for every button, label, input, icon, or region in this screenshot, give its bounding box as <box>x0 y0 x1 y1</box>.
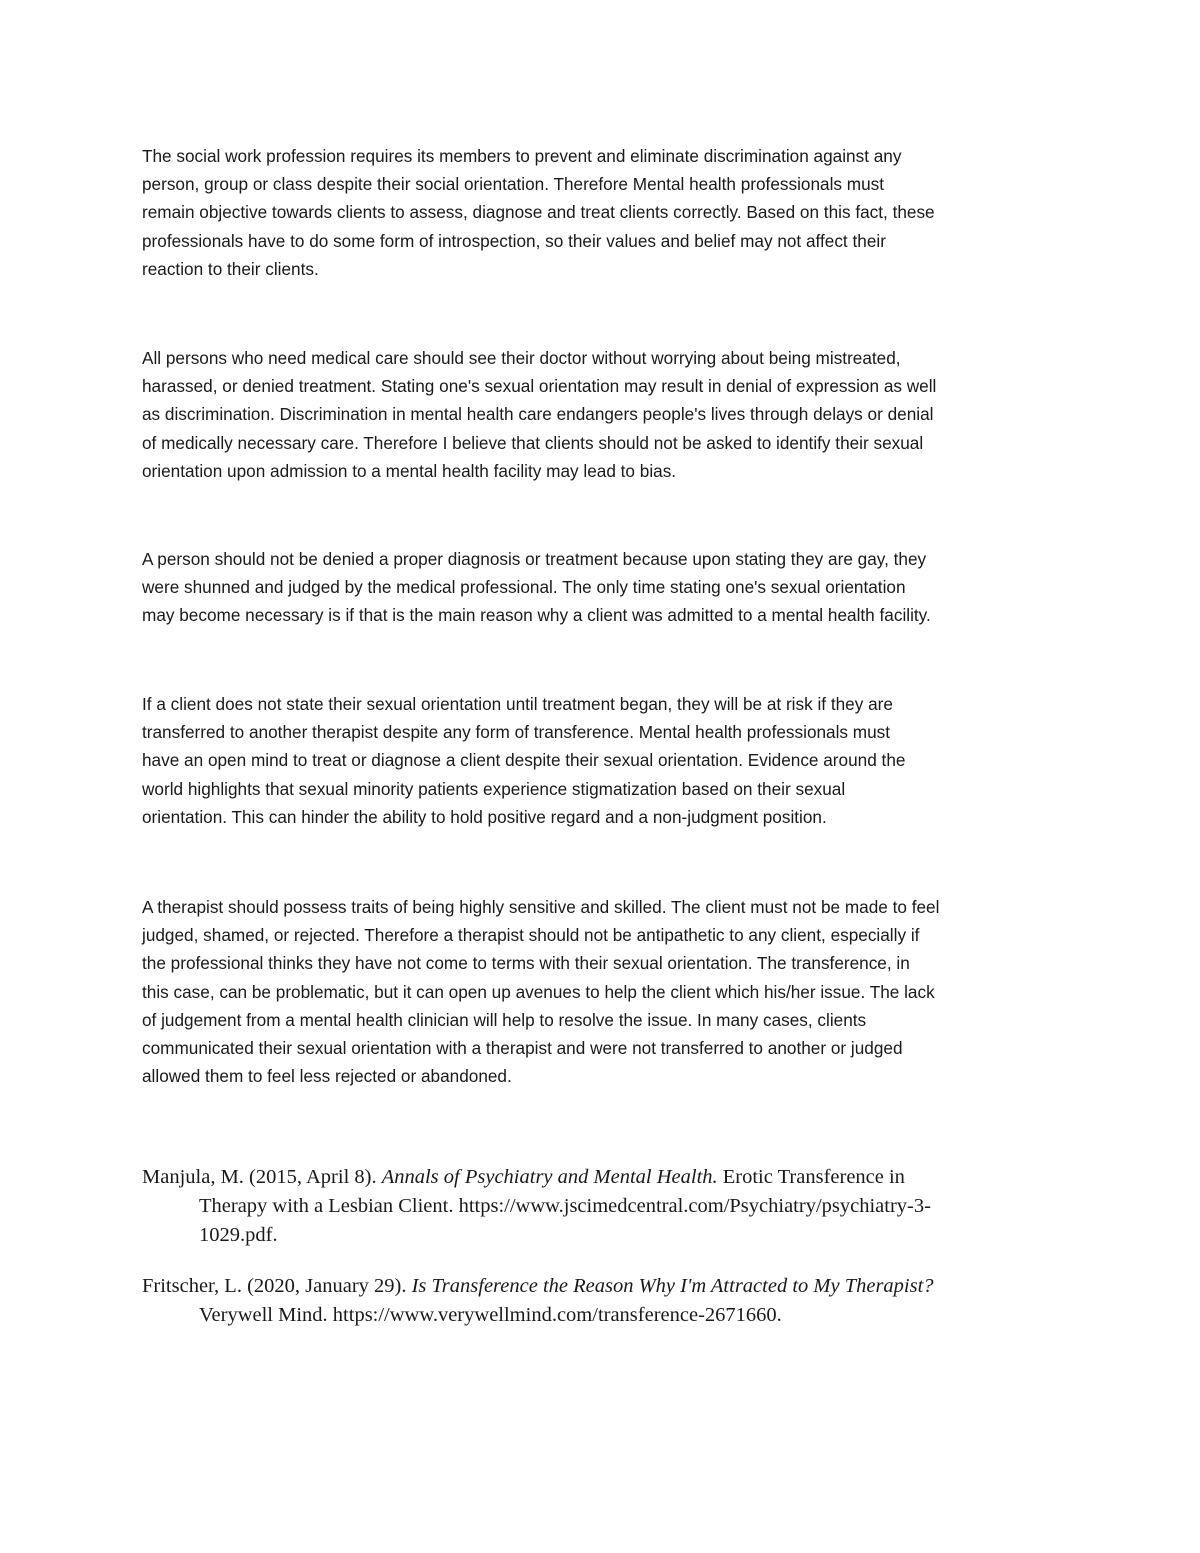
reference-author-date: Fritscher, L. (2020, January 29). <box>142 1275 412 1297</box>
reference-line <box>142 1272 1082 1301</box>
reference-article-title: Is Transference the Reason Why I'm Attracted to My Therapist? <box>411 1275 934 1297</box>
reference-line: Verywell Mind. https://www.verywellmind.com/transference-2671660. <box>199 1304 782 1326</box>
reference-journal-title: Annals of Psychiatry and Mental Health. <box>381 1166 718 1188</box>
paragraph-1: The social work profession requires its members to prevent and eliminate discrimination against any person, group or class despite their social orientation. Therefore Mental health professionals must remain objective towards clients to assess, diagnose and treat clients correctly. Based on this fact, these professionals have to do some form of introspection, so their values and belief may not affect their reaction to their clients. <box>142 146 935 279</box>
paragraph-2: All persons who need medical care should see their doctor without worrying about being mistreated, harassed, or denied treatment. Stating one's sexual orientation may result in denial of expression as well as discrimination. Discrimination in mental health care endangers people's lives through delays or denial of medically necessary care. Therefore I believe that clients should not be asked to identify their sexual orientation upon admission to a mental health facility may lead to bias. <box>142 348 937 481</box>
paragraph-3: A person should not be denied a proper diagnosis or treatment because upon stating they are gay, they were shunned and judged by the medical professional. The only time stating one's sexual orientation may become necessary is if that is the main reason why a client was admitted to a mental health facility. <box>142 549 931 626</box>
reference-line: Therapy with a Lesbian Client. https://www.jscimedcentral.com/Psychiatry/psychiatry-3- <box>199 1195 931 1217</box>
paragraph-4: If a client does not state their sexual orientation until treatment began, they will be at risk if they are transferred to another therapist despite any form of transference. Mental health professionals must have an open mind to treat or diagnose a client despite their sexual orientation. Evidence around the world highlights that sexual minority patients experience stigmatization based on their sexual orientation. This can hinder the ability to hold positive regard and a non-judgment position. <box>142 694 906 827</box>
reference-article-title: Erotic Transference in <box>717 1166 905 1188</box>
reference-line <box>142 1163 1082 1192</box>
reference-author-date: Manjula, M. (2015, April 8). <box>142 1166 382 1188</box>
reference-manjula <box>142 1163 1082 1250</box>
paragraph-5: A therapist should possess traits of being highly sensitive and skilled. The client must not be made to feel judged, shamed, or rejected. Therefore a therapist should not be antipathetic to any client, especially if the professional thinks they have not come to terms with their sexual orientation. The transference, in this case, can be problematic, but it can open up avenues to help the client which his/her issue. The lack of judgement from a mental health clinician will help to resolve the issue. In many cases, clients communicated their sexual orientation with a therapist and were not transferred to another or judged allowed them to feel less rejected or abandoned. <box>142 897 940 1087</box>
reference-fritscher <box>142 1272 1082 1330</box>
reference-line: 1029.pdf. <box>199 1224 278 1246</box>
